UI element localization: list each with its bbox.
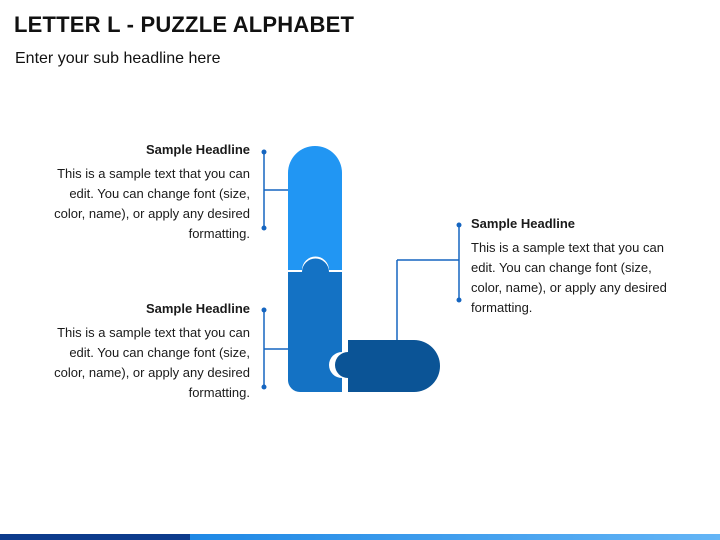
- connector-left-top: [262, 150, 289, 231]
- block-text: This is a sample text that you can edit. You can change font (size, color, name), or apply any desired formatting.: [54, 325, 250, 400]
- connector-left-bottom: [262, 308, 289, 390]
- text-block-right: [471, 214, 676, 318]
- puzzle-piece-middle: [288, 259, 342, 393]
- block-headline: Sample Headline: [471, 216, 576, 231]
- page-title: LETTER L - PUZZLE ALPHABET: [14, 12, 355, 37]
- block-text: This is a sample text that you can edit. You can change font (size, color, name), or apply any desired formatting.: [54, 166, 250, 241]
- connector-right: [397, 223, 462, 341]
- puzzle-piece-foot: [335, 340, 440, 392]
- block-text: This is a sample text that you can edit. You can change font (size, color, name), or apply any desired formatting.: [471, 240, 667, 315]
- footer-bar-light: [190, 534, 720, 540]
- text-block-left-top: [50, 140, 250, 244]
- footer-accent-bar: [0, 534, 720, 540]
- page-subtitle: Enter your sub headline here: [15, 50, 221, 67]
- puzzle-piece-top: [288, 146, 342, 270]
- footer-bar-dark: [0, 534, 190, 540]
- block-headline: Sample Headline: [145, 301, 250, 316]
- text-block-left-bottom: [50, 299, 250, 403]
- block-headline: Sample Headline: [145, 142, 250, 157]
